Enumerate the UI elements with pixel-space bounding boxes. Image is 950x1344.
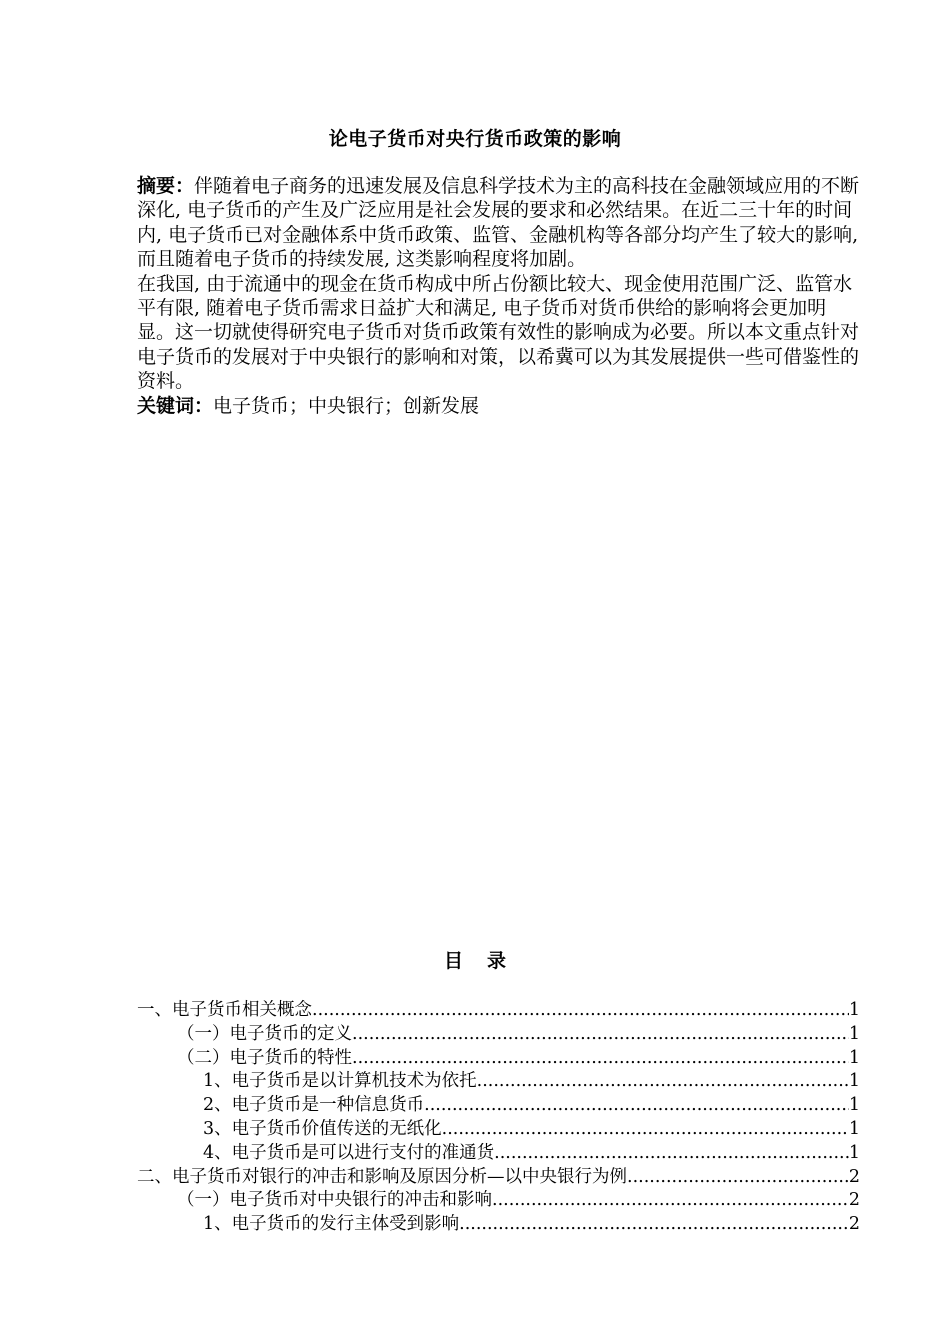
toc-entry-page: 1 — [848, 1000, 860, 1020]
toc-entry[interactable] — [137, 1139, 860, 1163]
toc-entry[interactable] — [137, 1186, 860, 1210]
toc-entry-label: 一、电子货币相关概念 — [137, 1000, 312, 1020]
keywords-text: 电子货币；中央银行；创新发展 — [213, 394, 480, 417]
toc-entry-label: 2、电子货币是一种信息货币 — [203, 1095, 425, 1115]
abstract-paragraph-2: 在我国, 由于流通中的现金在货币构成中所占份额比较大、现金使用范围广泛、监管水平有限, 随着电子货币需求日益扩大和满足, 电子货币对货币供给的影响将会更加明显。这一切就使得研究电子货币对货币政策有效性的影响成为必要。所以本文重点针对电子货币的发展对于中央银行的影响和对策，以希冀可以为其发展提供一些可借鉴性的资料。 — [137, 272, 860, 393]
toc-leader-dots — [492, 1190, 849, 1210]
abstract-section — [137, 174, 863, 418]
toc-entry-page: 1 — [848, 1095, 860, 1115]
toc-entry-label: 3、电子货币价值传送的无纸化 — [203, 1118, 442, 1139]
toc-leader-dots — [352, 1024, 849, 1044]
toc-entry-page: 2 — [848, 1190, 860, 1211]
toc-entry-label: 1、电子货币的发行主体受到影响 — [203, 1214, 460, 1234]
keywords-label: 关键词： — [137, 394, 214, 417]
toc-leader-dots — [459, 1214, 849, 1234]
toc-entry-label: 1、电子货币是以计算机技术为依托 — [203, 1071, 477, 1092]
toc-entry[interactable] — [137, 1163, 860, 1187]
toc-entry-page: 1 — [848, 1118, 860, 1139]
toc-leader-dots — [477, 1071, 849, 1091]
toc-entry[interactable] — [137, 1020, 860, 1044]
abstract-paragraph-1 — [137, 174, 863, 272]
toc-entry[interactable] — [137, 996, 860, 1020]
toc-leader-dots — [442, 1119, 849, 1139]
toc-leader-dots — [494, 1143, 849, 1163]
toc-leader-dots — [352, 1048, 849, 1068]
toc-heading-char-2: 录 — [487, 950, 507, 972]
toc-leader-dots — [424, 1095, 849, 1115]
toc-entry-label: （一）电子货币的定义 — [177, 1023, 352, 1044]
toc-entry[interactable] — [137, 1115, 860, 1139]
abstract-text-1: 伴随着电子商务的迅速发展及信息科学技术为主的高科技在金融领域应用的不断深化, 电子货币的产生及广泛应用是社会发展的要求和必然结果。在近二三十年的时间内, 电子货币已对金融体系中货币政策、监管、金融机构等各部分均产生了较大的影响, 而且随着电子货币的持续发展, 这类影响程度将加剧。 — [137, 175, 860, 271]
toc-entry-page: 1 — [848, 1047, 860, 1068]
toc-entry[interactable] — [137, 1044, 860, 1068]
toc-leader-dots — [627, 1167, 849, 1187]
table-of-contents — [137, 996, 860, 1234]
keywords-line — [137, 394, 863, 418]
toc-heading-char-1: 目 — [443, 950, 463, 972]
toc-entry-page: 2 — [848, 1166, 860, 1187]
toc-entry-page: 2 — [848, 1214, 860, 1234]
toc-entry-page: 1 — [848, 1023, 860, 1044]
toc-entry[interactable] — [137, 1210, 860, 1234]
toc-entry-label: 二、电子货币对银行的冲击和影响及原因分析—以中央银行为例 — [137, 1166, 627, 1187]
toc-entry-page: 1 — [848, 1142, 860, 1163]
toc-leader-dots — [312, 1000, 849, 1020]
abstract-label: 摘要： — [137, 175, 195, 197]
toc-entry-label: （二）电子货币的特性 — [177, 1047, 352, 1068]
toc-heading — [0, 946, 950, 973]
toc-entry[interactable] — [137, 1067, 860, 1091]
toc-entry-label: 4、电子货币是可以进行支付的准通货 — [203, 1142, 495, 1163]
toc-entry[interactable] — [137, 1091, 860, 1115]
page-title: 论电子货币对央行货币政策的影响 — [328, 128, 622, 150]
toc-entry-page: 1 — [848, 1071, 860, 1092]
toc-entry-label: （一）电子货币对中央银行的冲击和影响 — [177, 1190, 492, 1211]
